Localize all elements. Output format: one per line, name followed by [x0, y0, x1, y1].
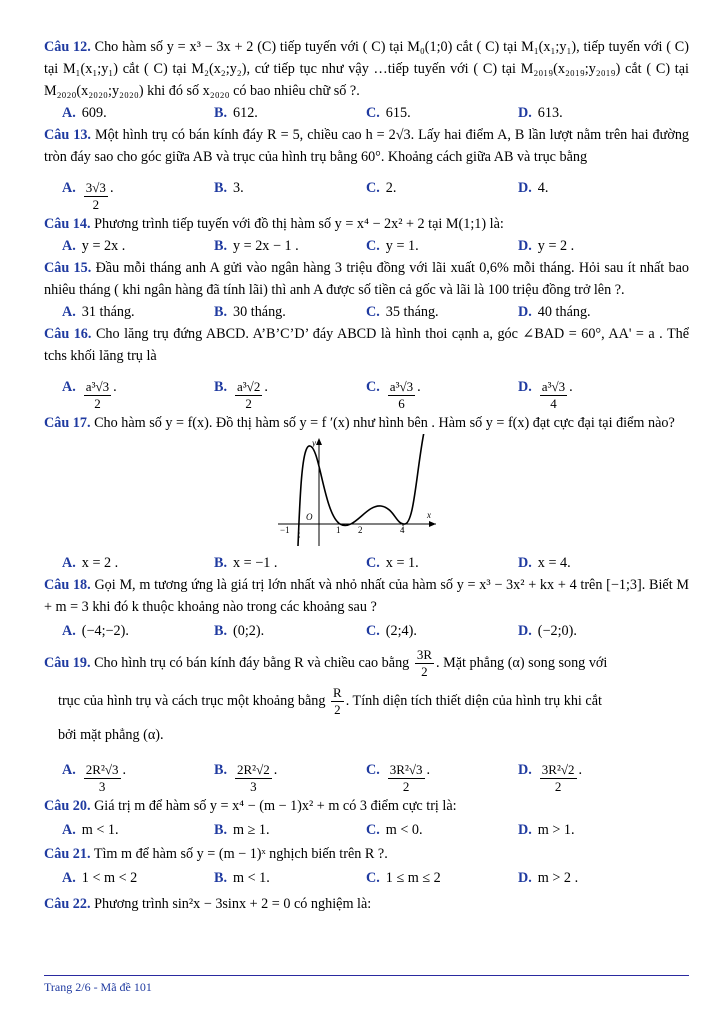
question-text: bởi mặt phẳng (α). [58, 727, 164, 743]
option-a: 31 tháng. [81, 304, 135, 320]
answer-options [44, 301, 689, 323]
question-text: Phương trình sin²x − 3sinx + 2 = 0 có nghiệm là: [94, 896, 372, 912]
option-d: (−2;0). [537, 623, 577, 639]
question-label: Câu 21. [44, 846, 91, 862]
answer-options [44, 817, 689, 843]
y-arrow [316, 438, 322, 445]
question-label: Câu 17. [44, 415, 91, 431]
option-d: 40 tháng. [537, 304, 591, 320]
answer-options: A. 2R²√3 3 . B. 2R²√2 3 . C. 3R²√3 2 . D. 3R²√2 2 . [44, 750, 689, 795]
option-a-label: A. [62, 379, 76, 395]
question-12 [44, 36, 689, 102]
option-d-label: D. [518, 822, 532, 838]
option-d-label: D. [518, 105, 532, 121]
option-d-label: D. [518, 180, 532, 196]
option-a: 609. [81, 105, 107, 121]
graph-svg [44, 434, 689, 552]
question-22 [44, 891, 689, 917]
answer-options [44, 102, 689, 124]
question-label: Câu 18. [44, 577, 91, 593]
question-20 [44, 795, 689, 817]
option-a-label: A. [62, 105, 76, 121]
option-c: x = 1. [385, 555, 419, 571]
tick-label: 1 [336, 525, 341, 535]
question-label: Câu 15. [44, 260, 92, 276]
option-a-fraction: 2R²√3 3 [85, 762, 119, 794]
question-16 [44, 323, 689, 367]
option-c-fraction: a³√3 6 [389, 379, 414, 411]
option-a: 1 < m < 2 [81, 870, 138, 886]
question-18 [44, 574, 689, 618]
question-text: Tìm m để hàm số y = (m − 1)ˣ nghịch biến trên R ?. [93, 846, 388, 862]
question-text: . Tính diện tích thiết diện của hình trụ khi cắt [345, 693, 602, 709]
option-a: m < 1. [81, 822, 119, 838]
option-d: 613. [537, 105, 563, 121]
fraction-3r-2: $\frac{3R}{2}$ [416, 647, 432, 680]
answer-options [44, 618, 689, 644]
question-19 [44, 644, 689, 682]
option-c: 615. [385, 105, 411, 121]
option-b-label: B. [214, 555, 228, 571]
option-c-fraction: 3R²√3 2 [389, 762, 423, 794]
question-19-line3 [44, 720, 689, 750]
x-label: x [427, 510, 431, 520]
question-13 [44, 124, 689, 168]
option-a-label: A. [62, 304, 76, 320]
footer-text: Trang 2/6 - Mã đề 101 [44, 980, 152, 994]
option-b-label: B. [214, 379, 228, 395]
option-b: 612. [233, 105, 258, 121]
option-d: x = 4. [537, 555, 571, 571]
question-15 [44, 257, 689, 301]
tick-label: 2 [358, 525, 363, 535]
question-19-line2 [44, 682, 689, 720]
answer-options: A. 3√3 2 . B. 3. C. 2. D. 4. [44, 168, 689, 213]
option-c-label: C. [366, 555, 380, 571]
option-d: m > 2 . [537, 870, 579, 886]
option-b-label: B. [214, 762, 228, 778]
question-label: Câu 12. [44, 39, 91, 55]
option-c-label: C. [366, 870, 380, 886]
option-c: y = 1. [385, 238, 419, 254]
option-b: 3. [233, 180, 244, 196]
option-b: y = 2x − 1 . [233, 238, 299, 254]
option-b: m ≥ 1. [233, 822, 270, 838]
option-d-label: D. [518, 555, 532, 571]
question-text: Một hình trụ có bán kính đáy R = 5, chiều cao h = 2√3. Lấy hai điểm A, B lần lượt nằm trên hai đường tròn đáy sao cho góc giữa AB và trục của hình trụ bằng 60°. Khoảng cách giữa AB và trục bằng [44, 127, 690, 165]
tick-label: 4 [400, 525, 405, 535]
answer-options [44, 865, 689, 891]
option-b-label: B. [214, 304, 228, 320]
option-d-label: D. [518, 870, 532, 886]
question-label: Câu 20. [44, 798, 91, 814]
option-b: m < 1. [233, 870, 270, 886]
option-d-label: D. [518, 238, 532, 254]
question-text: Đầu mỗi tháng anh A gửi vào ngân hàng 3 triệu đồng với lãi xuất 0,6% mỗi tháng. Hỏi sau ít nhất bao nhiêu tháng ( khi ngân hàng đã tính lãi) thì anh A được số tiền cả gốc và lãi là 100 triệu đồng trở lên ?. [44, 260, 689, 298]
option-c: 1 ≤ m ≤ 2 [385, 870, 441, 886]
question-text: Phương trình tiếp tuyến với đồ thị hàm số y = x⁴ − 2x² + 2 tại M(1;1) là: [94, 216, 504, 232]
question-label: Câu 13. [44, 127, 91, 143]
option-b-label: B. [214, 870, 228, 886]
fraction-r-2: $\frac{R}{2}$ [333, 685, 342, 718]
option-d: m > 1. [537, 822, 575, 838]
option-d-label: D. [518, 379, 532, 395]
option-c-label: C. [366, 180, 380, 196]
y-label: y [312, 438, 316, 448]
question-label: Câu 16. [44, 326, 92, 342]
question-text: Cho hình trụ có bán kính đáy bằng R và chiều cao bằng [94, 655, 410, 671]
answer-options [44, 235, 689, 257]
option-b-label: B. [214, 822, 228, 838]
option-a: x = 2 . [81, 555, 119, 571]
question-text: Giá trị m để hàm số y = x⁴ − (m − 1)x² + m có 3 điểm cực trị là: [94, 798, 457, 814]
x-arrow [429, 521, 436, 527]
question-17 [44, 412, 689, 434]
option-c-label: C. [366, 822, 380, 838]
option-c: (2;4). [385, 623, 417, 639]
option-b-label: B. [214, 180, 228, 196]
option-c-label: C. [366, 304, 380, 320]
answer-options [44, 552, 689, 574]
answer-options: A. a³√3 2 . B. a³√2 2 . C. a³√3 6 . D. a³√3 4 . [44, 367, 689, 412]
option-c-label: C. [366, 623, 380, 639]
option-a-label: A. [62, 822, 76, 838]
option-c: 35 tháng. [385, 304, 439, 320]
option-a-fraction: 3√3 2 [85, 180, 106, 212]
option-c: 2. [385, 180, 397, 196]
option-a: y = 2x . [81, 238, 126, 254]
origin-label: O [306, 512, 313, 522]
option-b: 30 tháng. [233, 304, 286, 320]
option-a-label: A. [62, 623, 76, 639]
option-c-label: C. [366, 379, 380, 395]
option-d-label: D. [518, 623, 532, 639]
option-b: x = −1 . [233, 555, 278, 571]
option-a-label: A. [62, 870, 76, 886]
option-d-fraction: a³√3 4 [541, 379, 566, 411]
question-label: Câu 14. [44, 216, 91, 232]
derivative-graph [44, 434, 689, 552]
question-text: . Mặt phẳng (α) song song với [435, 655, 608, 671]
option-a-label: A. [62, 180, 76, 196]
question-14 [44, 213, 689, 235]
option-c: m < 0. [385, 822, 423, 838]
question-text: trục của hình trụ và cách trục một khoảng bằng [58, 693, 326, 709]
option-c-label: C. [366, 238, 380, 254]
option-d-label: D. [518, 762, 532, 778]
option-b-fraction: a³√2 2 [237, 379, 261, 411]
question-label: Câu 19. [44, 655, 91, 671]
option-c-label: C. [366, 105, 380, 121]
option-b-fraction: 2R²√2 3 [237, 762, 270, 794]
page-footer [44, 975, 689, 995]
option-a-label: A. [62, 238, 76, 254]
option-b-label: B. [214, 238, 228, 254]
question-text: Cho lăng trụ đứng ABCD. A’B’C’D’ đáy ABCD là hình thoi cạnh a, góc ∠BAD = 60°, AA' = a . Thể tchs khối lăng trụ là [44, 326, 689, 364]
option-a: (−4;−2). [81, 623, 129, 639]
option-b-label: B. [214, 105, 228, 121]
question-text: Cho hàm số y = f(x). Đồ thị hàm số y = f ′(x) như hình bên . Hàm số y = f(x) đạt cực đại tại điểm nào? [94, 415, 675, 431]
question-text: Cho hàm số y = x³ − 3x + 2 (C) tiếp tuyến với ( C) tại M₀(1;0) cắt ( C) tại M₁(x₁;y₁), tiếp tuyến với ( C) tại M₁(x₁;y₁) cắt ( C) tại M₂(x₂;y₂), cứ tiếp tục như vậy …tiếp tuyến với ( C) tại M₂₀₁₉(x₂₀₁₉;y₂₀₁₉) cắt ( C) tại M₂₀₂₀(x₂₀₂₀;y₂₀₂₀) khi đó số x₂₀₂₀ có bao nhiêu chữ số ?. [44, 39, 689, 99]
question-text: Gọi M, m tương ứng là giá trị lớn nhất và nhỏ nhất của hàm số y = x³ − 3x² + kx + 4 trên [−1;3]. Biết M + m = 3 khi đó k thuộc khoảng nào trong các khoảng sau ? [44, 577, 690, 615]
option-a-fraction: a³√3 2 [85, 379, 110, 411]
exam-page [44, 36, 689, 917]
option-b-label: B. [214, 623, 228, 639]
option-d: 4. [537, 180, 549, 196]
option-a-label: A. [62, 762, 76, 778]
option-d-fraction: 3R²√2 2 [541, 762, 575, 794]
option-d: y = 2 . [537, 238, 575, 254]
option-d-label: D. [518, 304, 532, 320]
option-b: (0;2). [233, 623, 265, 639]
question-21 [44, 843, 689, 865]
option-c-label: C. [366, 762, 380, 778]
option-a-label: A. [62, 555, 76, 571]
question-label: Câu 22. [44, 896, 91, 912]
tick-label: −1 [280, 525, 290, 535]
